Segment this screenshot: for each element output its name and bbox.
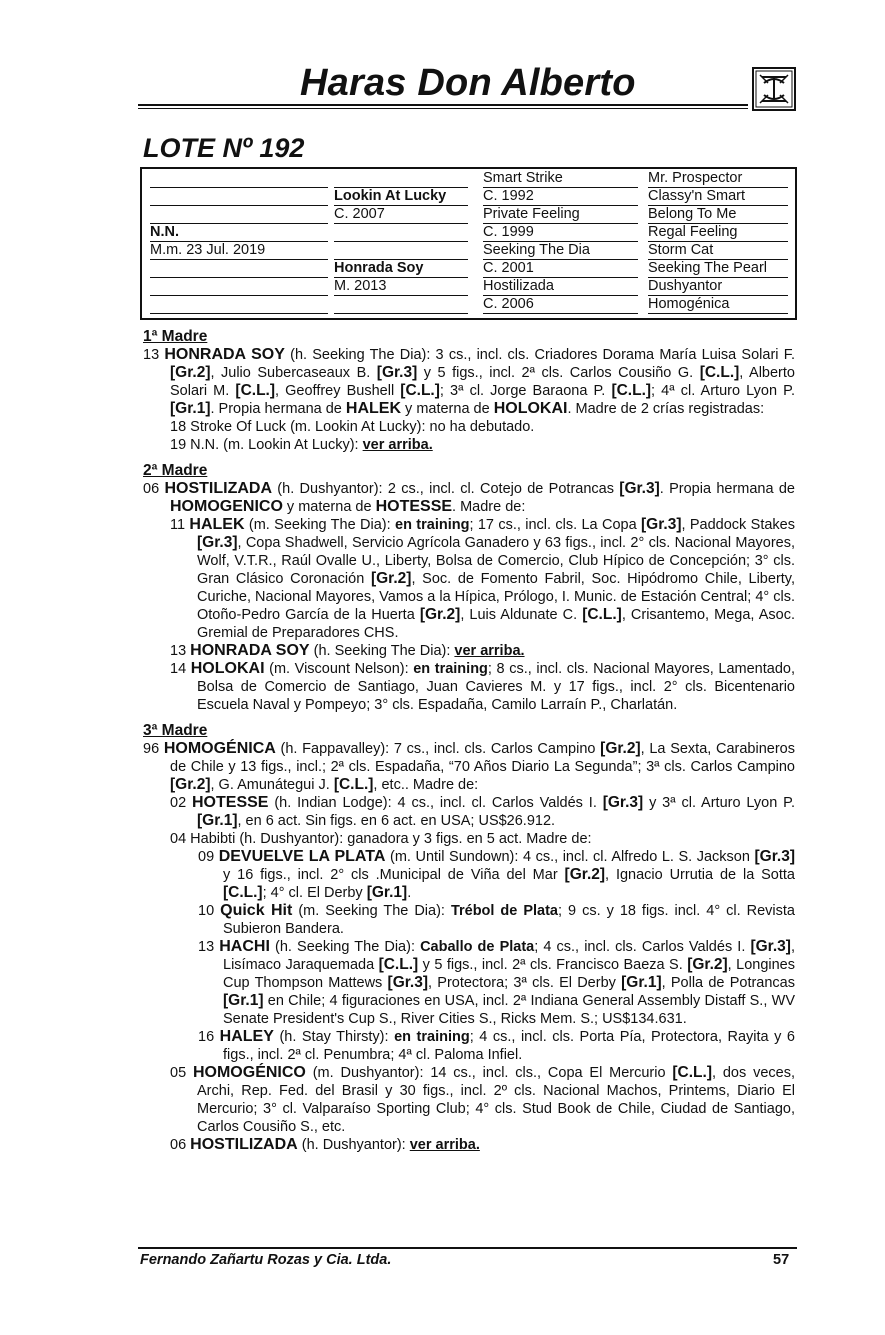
pedigree-table — [140, 167, 797, 320]
pedigree-gen2-info: C. 2006 — [483, 296, 638, 314]
pedigree-gen3-name: Storm Cat — [648, 242, 788, 260]
section-heading-first-dam: 1ª Madre — [143, 328, 208, 345]
pedigree-gen2-name: Smart Strike — [483, 170, 638, 188]
entry-devuelve-la-plata: 09 DEVUELVE LA PLATA (m. Until Sundown): 4 cs., incl. cl. Alfredo L. S. Jackson [Gr.3] y 16 figs., incl. 2° cls .Municipal de Viña del Mar [Gr.2], Ignacio Urrutia de la Sotta [C.L.]; 4° cl. El Derby [Gr.1]. — [198, 848, 795, 901]
pedigree-gen2-info: C. 1992 — [483, 188, 638, 206]
pedigree-blank-line — [150, 296, 328, 314]
pedigree-gen2-name: Hostilizada — [483, 278, 638, 296]
pedigree-blank-line — [334, 242, 468, 260]
pedigree-gen3-name: Homogénica — [648, 296, 788, 314]
pedigree-gen2-name: Private Feeling — [483, 206, 638, 224]
entry-haley: 16 HALEY (h. Stay Thirsty): en training; 4 cs., incl. cls. Porta Pía, Protectora, Rayita y 6 figs., incl. 2ª cl. Penumbra; 4ª cl. Paloma Infiel. — [198, 1028, 795, 1063]
footer-rule — [138, 1247, 797, 1249]
pedigree-gen2-name: Seeking The Dia — [483, 242, 638, 260]
entry-honrada-soy-ref: 13 HONRADA SOY (h. Seeking The Dia): ver arriba. — [170, 642, 525, 659]
header-rule-thin — [138, 108, 748, 109]
pedigree-gen3-name: Seeking The Pearl — [648, 260, 788, 278]
entry-hostilizada: 06 HOSTILIZADA (h. Dushyantor): 2 cs., incl. cl. Cotejo de Potrancas [Gr.3]. Propia hermana de HOMOGENICO y materna de HOTESSE. Madre de: — [143, 480, 795, 515]
entry-homogenico: 05 HOMOGÉNICO (m. Dushyantor): 14 cs., incl. cls., Copa El Mercurio [C.L.], dos veces, Archi, Rep. Fed. del Brasil y 30 figs., incl. 2º cls. Nacional Machos, Printems, Diario El Mercurio; 3° cl. Valparaíso Sporting Club; 4° cls. Stud Book de Chile, Ciudad de Santiago, Carlos Cousiño S., etc. — [170, 1064, 795, 1135]
pedigree-gen2-info: C. 1999 — [483, 224, 638, 242]
entry-hotesse: 02 HOTESSE (h. Indian Lodge): 4 cs., incl. cl. Carlos Valdés I. [Gr.3] y 3ª cl. Arturo Lyon P. [Gr.1], en 6 act. Sin figs. en 6 act. en USA; US$26.912. — [170, 794, 795, 829]
pedigree-blank-line — [334, 224, 468, 242]
pedigree-blank-line — [150, 170, 328, 188]
pedigree-dam-info: M. 2013 — [334, 278, 468, 296]
entry-holokai: 14 HOLOKAI (m. Viscount Nelson): en training; 8 cs., incl. cls. Nacional Mayores, Lamentado, Bolsa de Comercio de Santiago, Juan Cavieres M. y 17 figs., incl. 2° cls. Bicentenario Escuela Naval y Pompeyo; 3° cls. Espadaña, Camilo Larraín P., Charlatán. — [170, 660, 795, 713]
pedigree-sire-name: Lookin At Lucky — [334, 188, 468, 206]
entry-hachi: 13 HACHI (h. Seeking The Dia): Caballo de Plata; 4 cs., incl. cls. Carlos Valdés I. [Gr.3], Lisímaco Jaraquemada [C.L.] y 5 figs., incl. 2ª cls. Francisco Baeza S. [Gr.2], Longines Cup Thompson Mattews [Gr.3], Protectora; 3ª cls. El Derby [Gr.1], Polla de Potrancas [Gr.1] en Chile; 4 figuraciones en USA, incl. 2ª Indiana General Assembly Distaff S., WV Senate President's Cup S., River Cities S., Ricks Mem. S.; US$134.631. — [198, 938, 795, 1027]
section-heading-third-dam: 3ª Madre — [143, 722, 208, 739]
entry-halek: 11 HALEK (m. Seeking The Dia): en training; 17 cs., incl. cls. La Copa [Gr.3], Paddock Stakes [Gr.3], Copa Shadwell, Servicio Agrícola Ganadero y 63 figs., incl. 2° cls. Nacional Mayores, Wolf, V.T.R., Raúl Ovalle U., Liberty, Bolsa de Comercio, Club Hípico de Concepción; 3° cls. Gran Clásico Coronación [Gr.2], Soc. de Fomento Fabril, Soc. Hipódromo Chile, Liberty, Curiche, Nacional Mayores, Vamos a la Hípica, Prólogo, I. Munic. de Estación Central; 4° cls. Otoño-Pedro García de la Huerta [Gr.2], Luis Aldunate C. [C.L.], Crisantemo, Mega, Asoc. Gremial de Preparadores CHS. — [170, 516, 795, 641]
pedigree-gen3-name: Regal Feeling — [648, 224, 788, 242]
entry-habibti: 04 Habibti (h. Dushyantor): ganadora y 3 figs. en 5 act. Madre de: — [170, 831, 592, 847]
pedigree-gen3-name: Classy'n Smart — [648, 188, 788, 206]
page-number: 57 — [773, 1252, 790, 1268]
section-heading-second-dam: 2ª Madre — [143, 462, 208, 479]
produce-record — [143, 328, 795, 1154]
pedigree-gen3-name: Mr. Prospector — [648, 170, 788, 188]
pedigree-gen2-info: C. 2001 — [483, 260, 638, 278]
entry-quick-hit: 10 Quick Hit (m. Seeking The Dia): Trébol de Plata; 9 cs. y 18 figs. incl. 4° cl. Revista Subieron Bandera. — [198, 902, 795, 937]
header-rule — [138, 104, 748, 106]
entry-honrada-soy: 13 HONRADA SOY (h. Seeking The Dia): 3 cs., incl. cls. Criadores Dorama María Luisa Solari F. [Gr.2], Julio Subercaseaux B. [Gr.3] y 5 figs., incl. 2ª cls. Carlos Cousiño G. [C.L.], Alberto Solari M. [C.L.], Geoffrey Bushell [C.L.]; 3ª cl. Jorge Baraona P. [C.L.]; 4ª cl. Arturo Lyon P. [Gr.1]. Propia hermana de HALEK y materna de HOLOKAI. Madre de 2 crías registradas: — [143, 346, 795, 417]
entry-hostilizada-ref: 06 HOSTILIZADA (h. Dushyantor): ver arriba. — [170, 1136, 480, 1153]
entry-stroke-of-luck: 18 Stroke Of Luck (m. Lookin At Lucky): no ha debutado. — [170, 419, 535, 435]
entry-homogenica: 96 HOMOGÉNICA (h. Fappavalley): 7 cs., incl. cls. Carlos Campino [Gr.2], La Sexta, Carabineros de Chile y 13 figs., incl.; 2ª cls. Espadaña, “70 Años Diario La Segunda”; 3ª cls. Carlos Campino [Gr.2], G. Amunátegui J. [C.L.], etc.. Madre de: — [143, 740, 795, 793]
pedigree-gen3-name: Dushyantor — [648, 278, 788, 296]
pedigree-blank-line — [150, 278, 328, 296]
footer-company: Fernando Zañartu Rozas y Cia. Ltda. — [140, 1252, 392, 1268]
lot-title: LOTE Nº 192 — [143, 133, 305, 163]
pedigree-blank-line — [150, 206, 328, 224]
pedigree-gen3-name: Belong To Me — [648, 206, 788, 224]
haras-logo-icon — [752, 67, 796, 111]
pedigree-blank-line — [150, 188, 328, 206]
page-title: Haras Don Alberto — [300, 62, 636, 104]
pedigree-blank-line — [334, 170, 468, 188]
pedigree-blank-line — [334, 296, 468, 314]
pedigree-dam-name: Honrada Soy — [334, 260, 468, 278]
pedigree-blank-line — [150, 260, 328, 278]
entry-nn: 19 N.N. (m. Lookin At Lucky): ver arriba. — [170, 437, 433, 453]
pedigree-subject-info: M.m. 23 Jul. 2019 — [150, 242, 328, 260]
pedigree-sire-info: C. 2007 — [334, 206, 468, 224]
pedigree-subject-name: N.N. — [150, 224, 328, 242]
